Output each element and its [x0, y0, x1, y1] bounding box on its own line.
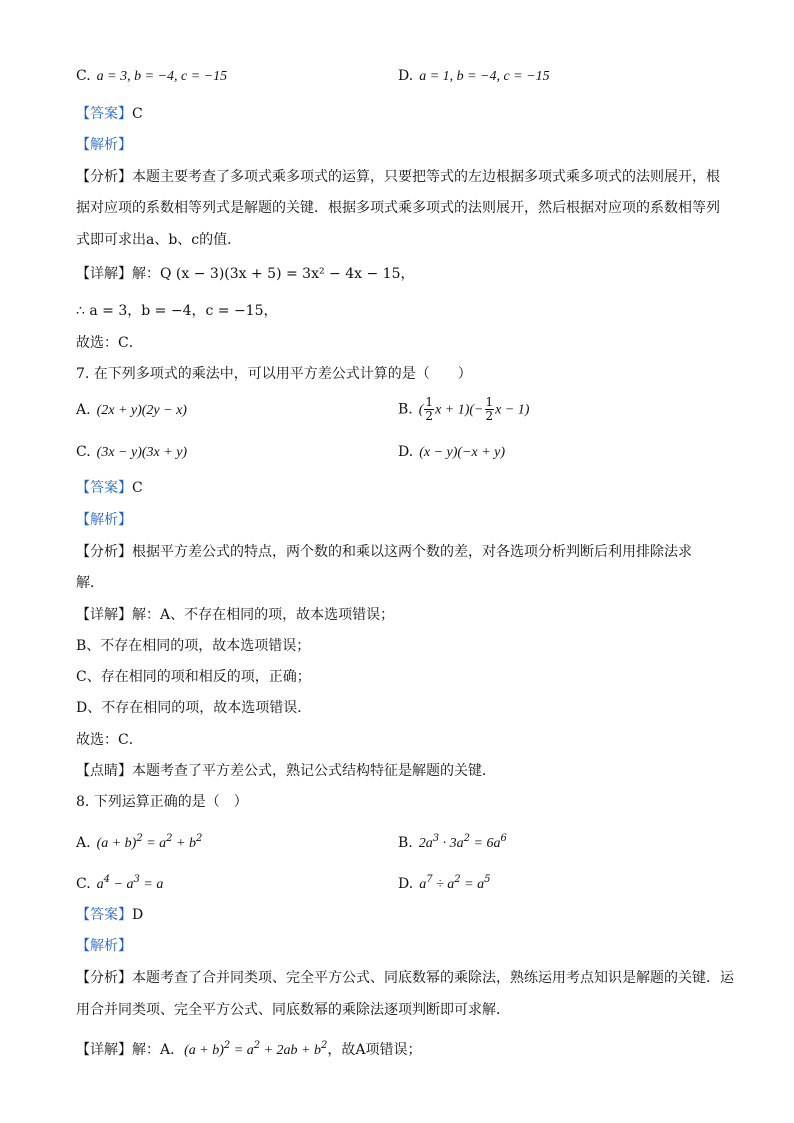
q6-fenxi-1 — [76, 167, 720, 187]
q6-option-c — [76, 66, 227, 87]
q7-stem: 7. 在下列多项式的乘法中，可以用平方差公式计算的是（ ） — [76, 366, 472, 382]
q6-fenxi-2: 据对应项的系数相等列式是解题的关键．根据多项式乘多项式的法则展开，然后根据对应项的系数相等列 — [76, 200, 720, 216]
option-text: (2x + y)(2y − x) — [96, 403, 187, 418]
option-b-mid: x + 1)(− — [435, 402, 484, 418]
q8-answer — [76, 905, 143, 925]
fenxi-text: 本题主要考查了多项式乘多项式的运算，只要把等式的左边根据多项式乘多项式的法则展开，根 — [132, 169, 720, 185]
xiangjie-text: 解：A、不存在相同的项，故本选项错误； — [132, 607, 395, 623]
q7-choose: 故选：C． — [76, 732, 143, 748]
option-label: B. — [398, 835, 413, 851]
q7-fenxi-2: 解． — [76, 575, 104, 591]
q7-answer — [76, 478, 143, 498]
q8-xiangjie-1: 【详解】解：A．$(a + b)^2 = a^2 + 2ab + b^2$，故A项错误； — [76, 1040, 422, 1058]
xiangjie-tag: 【详解】 — [76, 1042, 132, 1058]
dianjing-tag: 【点睛】 — [76, 763, 132, 779]
q7-analysis-heading — [76, 510, 132, 530]
fraction-half: $\frac{1}{2}$ — [425, 395, 434, 423]
fenxi-text: 本题考查了合并同类项、完全平方公式、同底数幂的乘除法，熟练运用考点知识是解题的关键．运 — [132, 970, 734, 986]
option-text: a = 3, b = −4, c = −15 — [96, 69, 228, 84]
q7-line-d: D、不存在相同的项，故本选项错误． — [76, 700, 312, 716]
option-label: D. — [398, 444, 414, 460]
option-label: D. — [398, 68, 414, 84]
q7-dianjing — [76, 761, 496, 781]
option-text: (3x − y)(3x + y) — [96, 445, 188, 460]
answer-value: C — [132, 106, 143, 122]
q7-fenxi-1 — [76, 542, 692, 562]
fenxi-tag: 【分析】 — [76, 544, 132, 560]
q7-line-b: B、不存在相同的项，故本选项错误； — [76, 638, 311, 654]
analysis-tag: 【解析】 — [76, 512, 132, 528]
option-label: A. — [76, 402, 91, 418]
q6-option-d — [398, 66, 550, 87]
q7-line-c: C、存在相同的项和相反的项，正确； — [76, 669, 311, 685]
answer-tag: 【答案】 — [76, 907, 132, 923]
analysis-tag: 【解析】 — [76, 137, 132, 153]
q6-answer — [76, 104, 143, 124]
option-text: a = 1, b = −4, c = −15 — [419, 69, 550, 84]
q6-xiangjie-1 — [76, 264, 414, 284]
q7-option-d — [398, 442, 505, 463]
answer-tag: 【答案】 — [76, 106, 132, 122]
option-label: C. — [76, 876, 91, 892]
fenxi-text: 根据平方差公式的特点，两个数的和乘以这两个数的差，对各选项分析判断后利用排除法求 — [132, 544, 692, 560]
q7-xiangjie-1 — [76, 605, 394, 625]
q8-option-c: C. $a^4 - a^3 = a$ — [76, 874, 164, 892]
option-label: A. — [76, 835, 91, 851]
option-b-tail: x − 1) — [495, 402, 530, 418]
xiangjie-tag: 【详解】 — [76, 266, 132, 282]
fenxi-tag: 【分析】 — [76, 970, 132, 986]
xiangjie-text: 解：Q (x − 3)(3x + 5) = 3x² − 4x − 15， — [132, 266, 415, 282]
answer-tag: 【答案】 — [76, 480, 132, 496]
option-label: D. — [398, 876, 414, 892]
fenxi-tag: 【分析】 — [76, 169, 132, 185]
q6-analysis-heading — [76, 135, 132, 155]
q8-option-a: A. $(a + b)^2 = a^2 + b^2$ — [76, 833, 203, 851]
q7-option-c — [76, 442, 187, 463]
q8-option-d: D. $a^7 \div a^2 = a^5$ — [398, 874, 491, 892]
answer-value: D — [132, 907, 144, 923]
analysis-tag: 【解析】 — [76, 938, 132, 954]
option-label: C. — [76, 444, 91, 460]
q8-stem: 8. 下列运算正确的是（ ） — [76, 794, 248, 810]
option-b-open: ( — [418, 402, 424, 418]
xiangjie-tag: 【详解】 — [76, 607, 132, 623]
q7-option-a — [76, 400, 187, 421]
fraction-half: $\frac{1}{2}$ — [485, 395, 494, 423]
dianjing-text: 本题考查了平方差公式，熟记公式结构特征是解题的关键． — [132, 763, 496, 779]
q8-fenxi-2: 用合并同类项、完全平方公式、同底数幂的乘除法逐项判断即可求解． — [76, 1002, 510, 1018]
q8-fenxi-1 — [76, 968, 734, 988]
answer-value: C — [132, 480, 143, 496]
q6-fenxi-3: 式即可求出a、b、c的值． — [76, 232, 242, 248]
q8-option-b: B. $2a^3 \cdot 3a^2 = 6a^6$ — [398, 833, 507, 851]
option-label: C. — [76, 68, 91, 84]
option-label: B. — [398, 401, 413, 418]
option-text: (x − y)(−x + y) — [419, 445, 506, 460]
q6-xiangjie-2: ∴ a = 3，b = −4，c = −15， — [76, 303, 278, 319]
q8-analysis-heading — [76, 936, 132, 956]
q7-option-b — [398, 396, 529, 423]
q6-choose: 故选：C． — [76, 335, 143, 351]
